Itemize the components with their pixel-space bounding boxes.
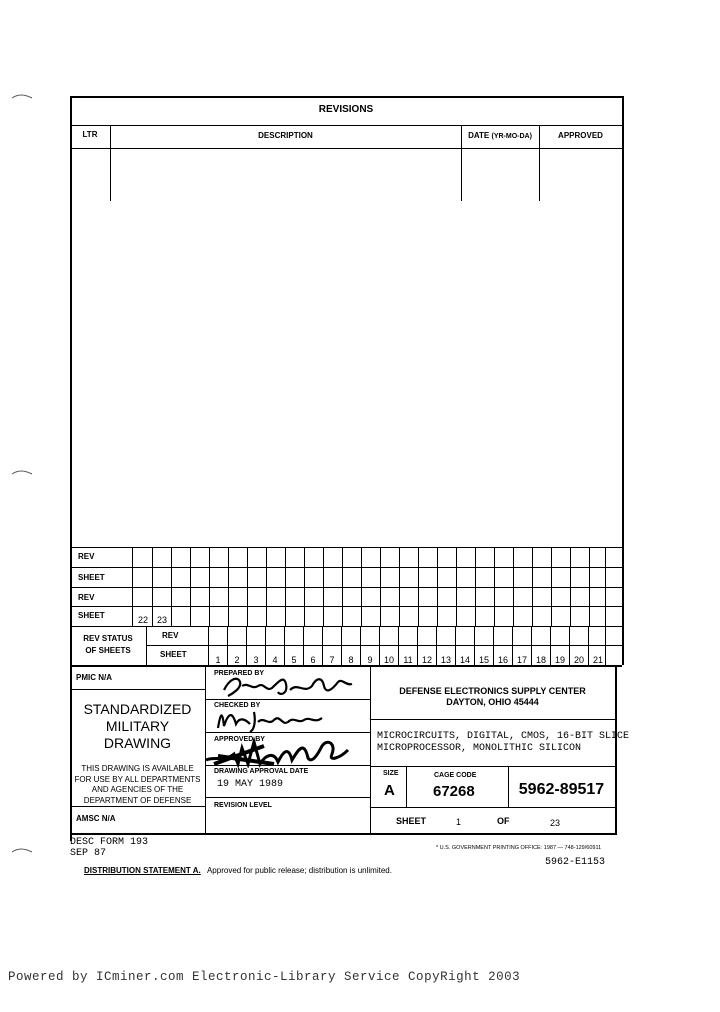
approval-date-label: DRAWING APPROVAL DATE [214, 768, 309, 775]
sheet-num-19: 19 [554, 655, 565, 665]
form-number: DESC FORM 193 SEP 87 [70, 837, 149, 859]
sheet-num-10: 10 [383, 655, 394, 665]
approved-by-signature [204, 734, 354, 768]
checked-by-signature [214, 704, 334, 734]
size-value: A [384, 782, 395, 799]
sheet-23: 23 [156, 615, 167, 625]
rev-label-1: REV [78, 552, 95, 561]
rev-status-label: REV STATUS OF SHEETS [83, 634, 133, 655]
col-ltr: LTR [82, 130, 98, 139]
approved-by-label: APPROVED BY [214, 736, 265, 743]
sheet-22: 22 [137, 615, 148, 625]
sheet-num-2: 2 [234, 655, 240, 665]
sheet-num-7: 7 [329, 655, 335, 665]
gpo-note: * U.S. GOVERNMENT PRINTING OFFICE: 1987 — 748-129/60911 [436, 845, 602, 851]
sheet-num-15: 15 [478, 655, 489, 665]
revisions-title: REVISIONS [318, 104, 374, 115]
cage-code: 67268 [433, 783, 475, 800]
sheet-num-16: 16 [497, 655, 508, 665]
sheet-num-5: 5 [291, 655, 297, 665]
sheet-num-20: 20 [573, 655, 584, 665]
punch-mark-bottom [10, 846, 36, 856]
drawing-title: MICROCIRCUITS, DIGITAL, CMOS, 16-BIT SLICE MICROPROCESSOR, MONOLITHIC SILICON [377, 731, 630, 754]
rev-label-3: REV [162, 631, 179, 640]
size-label: SIZE [383, 770, 399, 777]
revision-level-label: REVISION LEVEL [214, 802, 272, 809]
doc-id: 5962-E1153 [545, 857, 606, 868]
sheet-num-3: 3 [253, 655, 259, 665]
sheet-label-1: SHEET [78, 573, 105, 582]
amsc: AMSC N/A [76, 814, 116, 823]
rev-label-2: REV [78, 593, 95, 602]
sheet-label-2: SHEET [78, 611, 105, 620]
pmic: PMIC N/A [76, 673, 112, 682]
punch-mark-top [10, 92, 36, 102]
sheet-num-6: 6 [310, 655, 316, 665]
sheet-number: 1 [456, 817, 462, 827]
sheet-total: 23 [550, 818, 561, 828]
standardized-military-drawing: STANDARDIZED MILITARY DRAWING [83, 701, 192, 751]
sheet-num-9: 9 [367, 655, 373, 665]
sheet-num-4: 4 [272, 655, 278, 665]
checked-by-label: CHECKED BY [214, 702, 261, 709]
prepared-by-label: PREPARED BY [214, 670, 265, 677]
cage-code-label: CAGE CODE [434, 772, 477, 779]
sheet-num-17: 17 [516, 655, 527, 665]
col-date: DATE (YR-MO-DA) [468, 131, 532, 140]
sheet-num-21: 21 [592, 655, 603, 665]
sheet-label-3: SHEET [160, 650, 187, 659]
sheet-label: SHEET [396, 816, 427, 826]
sheet-num-13: 13 [440, 655, 451, 665]
prepared-by-signature [220, 672, 360, 700]
col-description: DESCRIPTION [258, 131, 313, 140]
agency-name: DEFENSE ELECTRONICS SUPPLY CENTER DAYTON, OHIO 45444 [399, 686, 586, 707]
sheet-num-14: 14 [459, 655, 470, 665]
sheet-num-12: 12 [421, 655, 432, 665]
watermark: Powered by ICminer.com Electronic-Library Service CopyRight 2003 [8, 970, 521, 984]
distribution-statement: DISTRIBUTION STATEMENT A. Approved for public release; distribution is unlimited. [84, 866, 392, 875]
sheet-num-18: 18 [535, 655, 546, 665]
of-label: OF [497, 816, 510, 826]
sheet-num-8: 8 [348, 655, 354, 665]
availability-note: THIS DRAWING IS AVAILABLE FOR USE BY ALL DEPARTMENTS AND AGENCIES OF THE DEPARTMENT OF DEFENSE [74, 764, 201, 805]
punch-mark-middle [10, 468, 36, 478]
approval-date: 19 MAY 1989 [217, 779, 284, 790]
col-approved: APPROVED [558, 131, 603, 140]
sheet-num-1: 1 [215, 655, 221, 665]
sheet-num-11: 11 [403, 655, 413, 665]
drawing-number: 5962-89517 [518, 781, 605, 798]
